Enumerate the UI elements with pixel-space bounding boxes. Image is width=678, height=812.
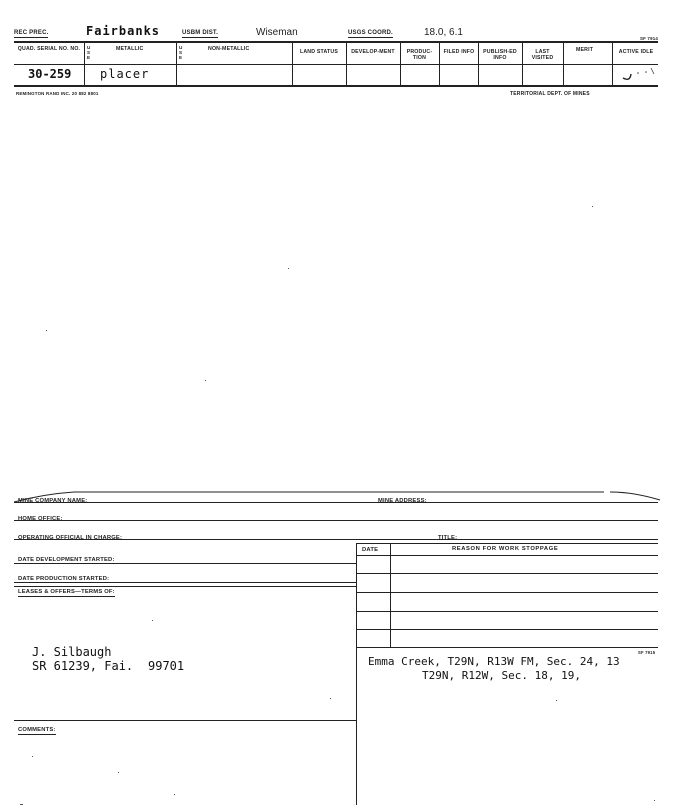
home-office-label: HOME OFFICE:	[18, 516, 63, 522]
form-code-top: SF 7914	[640, 36, 658, 41]
metallic-value: placer	[100, 67, 150, 81]
reason-col-label: REASON FOR WORK STOPPAGE	[452, 546, 559, 552]
rule	[14, 520, 658, 521]
date-col-divider	[390, 543, 391, 647]
col-production: PRODUC-TION	[406, 49, 433, 61]
speck	[46, 330, 47, 331]
usgs-coord-value: 18.0, 6.1	[424, 27, 463, 38]
col-quad-serial: QUAD. SERIAL NO. NO.	[17, 46, 81, 52]
usbm-dist-label: USBM DIST.	[182, 30, 219, 36]
rule	[14, 720, 356, 721]
col-rule	[439, 43, 440, 85]
title-label: TITLE:	[438, 535, 458, 541]
rule	[356, 555, 658, 556]
date-col-label: DATE	[362, 547, 379, 553]
col-uses-metallic: U S E	[87, 45, 91, 60]
col-rule	[522, 43, 523, 85]
quad-serial-value: 30-259	[28, 67, 72, 81]
speck	[556, 700, 557, 701]
rule	[356, 592, 658, 593]
lease-holder: J. Silbaugh	[32, 645, 112, 659]
center-divider	[356, 543, 357, 805]
comments-label: COMMENTS:	[18, 727, 56, 733]
rule	[14, 586, 356, 587]
location-line-2: T29N, R12W, Sec. 18, 19,	[422, 669, 581, 682]
speck	[32, 756, 33, 757]
col-rule	[612, 43, 613, 85]
speck	[152, 620, 153, 621]
col-uses-nonmetallic: U S E	[179, 45, 183, 60]
col-rule	[176, 43, 177, 85]
header-rule-bottom	[14, 85, 658, 87]
dept-line: TERRITORIAL DEPT. OF MINES	[510, 91, 590, 97]
location-line-1: Emma Creek, T29N, R13W FM, Sec. 24, 13	[368, 655, 620, 668]
card-top-edge	[14, 480, 664, 504]
rule	[14, 563, 356, 564]
date-development-label: DATE DEVELOPMENT STARTED:	[18, 557, 115, 563]
active-idle-mark	[618, 64, 658, 86]
speck	[654, 800, 655, 801]
col-active-idle: ACTIVE IDLE	[618, 49, 654, 55]
form-code-bottom: SF 7915	[638, 650, 656, 655]
col-rule	[400, 43, 401, 85]
rule	[14, 502, 658, 503]
col-rule	[84, 43, 85, 85]
printer-line: REMINGTON RAND INC. 20 882 8801	[16, 91, 99, 96]
speck	[118, 772, 119, 773]
col-development: DEVELOP-MENT	[351, 49, 395, 55]
header-rule-top	[14, 41, 658, 43]
speck	[288, 268, 289, 269]
col-non-metallic: NON-METALLIC	[208, 46, 250, 52]
rule	[356, 629, 658, 630]
rule	[14, 582, 356, 583]
col-published-info: PUBLISH-ED INFO	[483, 49, 517, 61]
col-land-status: LAND STATUS	[299, 49, 339, 55]
speck	[174, 794, 175, 795]
rule	[356, 573, 658, 574]
col-rule	[563, 43, 564, 85]
col-merit: MERIT	[576, 47, 594, 53]
rule	[356, 647, 658, 648]
speck	[592, 206, 593, 207]
col-rule	[478, 43, 479, 85]
rec-prec-value: Fairbanks	[86, 24, 161, 38]
speck	[330, 698, 331, 699]
mine-company-label: MINE COMPANY NAME:	[18, 498, 88, 504]
header-rule-mid	[14, 64, 658, 65]
lease-reference: SR 61239, Fai.	[32, 659, 134, 673]
col-rule	[292, 43, 293, 85]
speck	[205, 380, 206, 381]
rule	[356, 543, 658, 544]
operating-official-label: OPERATING OFFICIAL IN CHARGE:	[18, 535, 123, 541]
rule	[356, 611, 658, 612]
leases-label: LEASES & OFFERS—TERMS OF:	[18, 589, 115, 595]
rec-prec-label: REC PREC.	[14, 30, 49, 36]
col-metallic: METALLIC	[116, 46, 144, 52]
lease-zip: 99701	[148, 659, 185, 673]
usbm-dist-value: Wiseman	[256, 27, 298, 38]
date-production-label: DATE PRODUCTION STARTED:	[18, 576, 110, 582]
col-last-visited: LAST VISITED	[531, 49, 554, 61]
mine-address-label: MINE ADDRESS:	[378, 498, 427, 504]
usgs-coord-label: USGS COORD.	[348, 30, 393, 36]
col-filed-info: FILED INFO	[443, 49, 475, 55]
speck	[20, 804, 23, 805]
col-rule	[346, 43, 347, 85]
